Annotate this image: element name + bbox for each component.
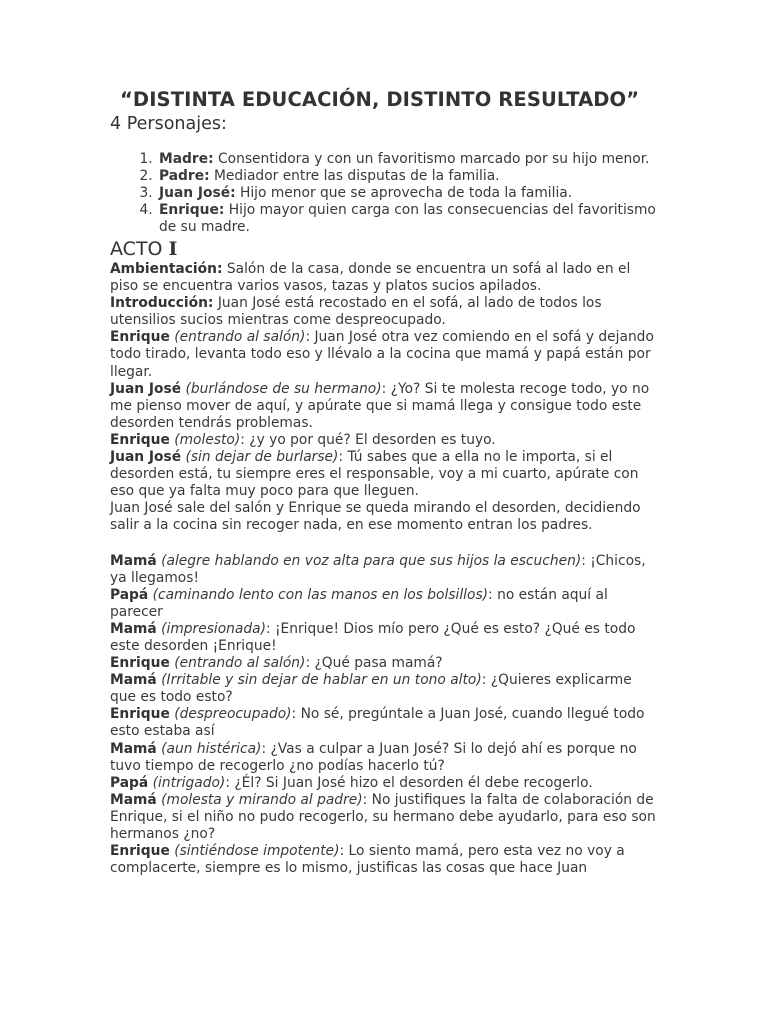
line-stage-direction: (aun histérica) xyxy=(156,740,262,757)
document-title: “DISTINTA EDUCACIÓN, DISTINTO RESULTADO” xyxy=(120,88,640,111)
line-text: : ¡Enrique! Dios mío pero ¿Qué es esto? ¿Qué es todo este desorden ¡Enrique! xyxy=(110,620,636,654)
character-name: Enrique: xyxy=(159,202,225,218)
line-text: : Juan José otra vez comiendo en el sofá y dejando todo tirado, levanta todo eso y llévalo a la cocina que mamá y papá están por llegar. xyxy=(110,329,654,380)
line-text: Juan José está recostado en el sofá, al lado de todos los utensilios sucios mientras come despreocupado. xyxy=(110,295,602,329)
line-speaker: Enrique xyxy=(110,431,170,448)
line-text: : ¿y yo por qué? El desorden es tuyo. xyxy=(240,431,496,448)
line-speaker: Papá xyxy=(110,774,149,791)
script-line xyxy=(110,706,658,740)
line-text: : Tú sabes que a ella no le importa, si el desorden está, tu siempre eres el responsable, voy a mi cuarto, apúrate con eso que ya falta muy poco para que lleguen. xyxy=(110,449,639,500)
script-line xyxy=(110,500,658,534)
character-item xyxy=(157,185,658,202)
character-description: Hijo menor que se aprovecha de toda la familia. xyxy=(235,185,573,201)
script-line xyxy=(110,775,658,792)
line-stage-direction: (entrando al salón) xyxy=(169,655,306,672)
script-line xyxy=(110,672,658,706)
script-line xyxy=(110,553,658,587)
line-stage-direction: (Irritable y sin dejar de hablar en un tono alto) xyxy=(156,672,482,689)
line-stage-direction: (sintiéndose impotente) xyxy=(169,843,340,860)
line-stage-direction: (alegre hablando en voz alta para que sus hijos la escuchen) xyxy=(156,552,582,569)
act-label: ACTO xyxy=(110,238,169,260)
line-stage-direction: (despreocupado) xyxy=(169,706,292,723)
character-description: Consentidora y con un favoritismo marcado por su hijo menor. xyxy=(213,151,650,167)
line-speaker: Juan José xyxy=(110,449,182,466)
line-stage-direction: (molesta y mirando al padre) xyxy=(156,791,363,808)
characters-list xyxy=(110,151,658,236)
script-line xyxy=(110,792,658,843)
script-line xyxy=(110,295,658,329)
line-speaker: Mamá xyxy=(110,552,157,569)
line-stage-direction: (molesto) xyxy=(169,431,241,448)
character-name: Juan José: xyxy=(159,185,236,201)
act-numeral: I xyxy=(168,238,178,260)
line-text: : No justifiques la falta de colaboración de Enrique, si el niño no pudo recogerlo, su hermano debe ayudarlo, para eso son hermanos ¿no? xyxy=(110,791,656,842)
script-line xyxy=(110,621,658,655)
line-speaker: Mamá xyxy=(110,791,157,808)
line-stage-direction: (entrando al salón) xyxy=(169,329,306,346)
line-text: Juan José sale del salón y Enrique se queda mirando el desorden, decidiendo salir a la cocina sin recoger nada, en ese momento entran los padres. xyxy=(110,500,641,534)
line-stage-direction: (burlándose de su hermano) xyxy=(181,380,382,397)
line-text: : No sé, pregúntale a Juan José, cuando llegué todo esto estaba así xyxy=(110,706,645,740)
line-speaker: Enrique xyxy=(110,706,170,723)
characters-heading: 4 Personajes: xyxy=(110,114,227,134)
script-line xyxy=(110,587,658,621)
character-name: Madre: xyxy=(159,151,214,167)
script-line xyxy=(110,449,658,500)
line-text: : ¿Él? Si Juan José hizo el desorden él debe recogerlo. xyxy=(225,774,593,791)
line-speaker: Mamá xyxy=(110,620,157,637)
line-text: Salón de la casa, donde se encuentra un sofá al lado en el piso se encuentra varios vasos, tazas y platos sucios apilados. xyxy=(110,261,631,295)
line-speaker: Papá xyxy=(110,586,149,603)
line-stage-direction: (impresionada) xyxy=(156,620,266,637)
paragraph-gap xyxy=(110,535,658,553)
line-speaker: Enrique xyxy=(110,843,170,860)
script-document xyxy=(110,88,658,877)
line-text: : ¿Yo? Si te molesta recoge todo, yo no me pienso mover de aquí, y apúrate que si mamá llega y consigue todo este desorden tendrás problemas. xyxy=(110,380,650,431)
line-stage-direction: (intrigado) xyxy=(148,774,226,791)
line-text: : ¿Vas a culpar a Juan José? Si lo dejó ahí es porque no tuvo tiempo de recogerlo ¿no podías hacerlo tú? xyxy=(110,740,637,774)
character-description: Hijo mayor quien carga con las consecuencias del favoritismo de su madre. xyxy=(159,202,656,235)
script-line xyxy=(110,329,658,380)
line-speaker: Mamá xyxy=(110,740,157,757)
character-item xyxy=(157,202,658,236)
line-stage-direction: (sin dejar de burlarse) xyxy=(181,449,339,466)
line-text: : Lo siento mamá, pero esta vez no voy a complacerte, siempre es lo mismo, justificas las cosas que hace Juan xyxy=(110,843,625,877)
line-speaker: Enrique xyxy=(110,329,170,346)
act-heading xyxy=(110,237,658,261)
line-text: : ¿Qué pasa mamá? xyxy=(305,655,443,672)
character-item xyxy=(157,168,658,185)
character-name: Padre: xyxy=(159,168,210,184)
script-body xyxy=(110,261,658,877)
line-text: : ¿Quieres explicarme que es todo esto? xyxy=(110,672,632,706)
line-stage-direction: (caminando lento con las manos en los bolsillos) xyxy=(148,586,489,603)
line-text: : no están aquí al parecer xyxy=(110,586,608,620)
line-speaker: Mamá xyxy=(110,672,157,689)
script-line xyxy=(110,261,658,295)
character-item xyxy=(157,151,658,168)
script-line xyxy=(110,843,658,877)
line-speaker: Ambientación: xyxy=(110,261,223,277)
line-speaker: Introducción: xyxy=(110,295,214,312)
line-text: : ¡Chicos, ya llegamos! xyxy=(110,552,646,586)
line-speaker: Enrique xyxy=(110,655,170,672)
script-line xyxy=(110,741,658,775)
script-line xyxy=(110,655,658,672)
character-description: Mediador entre las disputas de la familia. xyxy=(209,168,500,184)
line-speaker: Juan José xyxy=(110,380,182,397)
script-line xyxy=(110,381,658,432)
script-line xyxy=(110,432,658,449)
